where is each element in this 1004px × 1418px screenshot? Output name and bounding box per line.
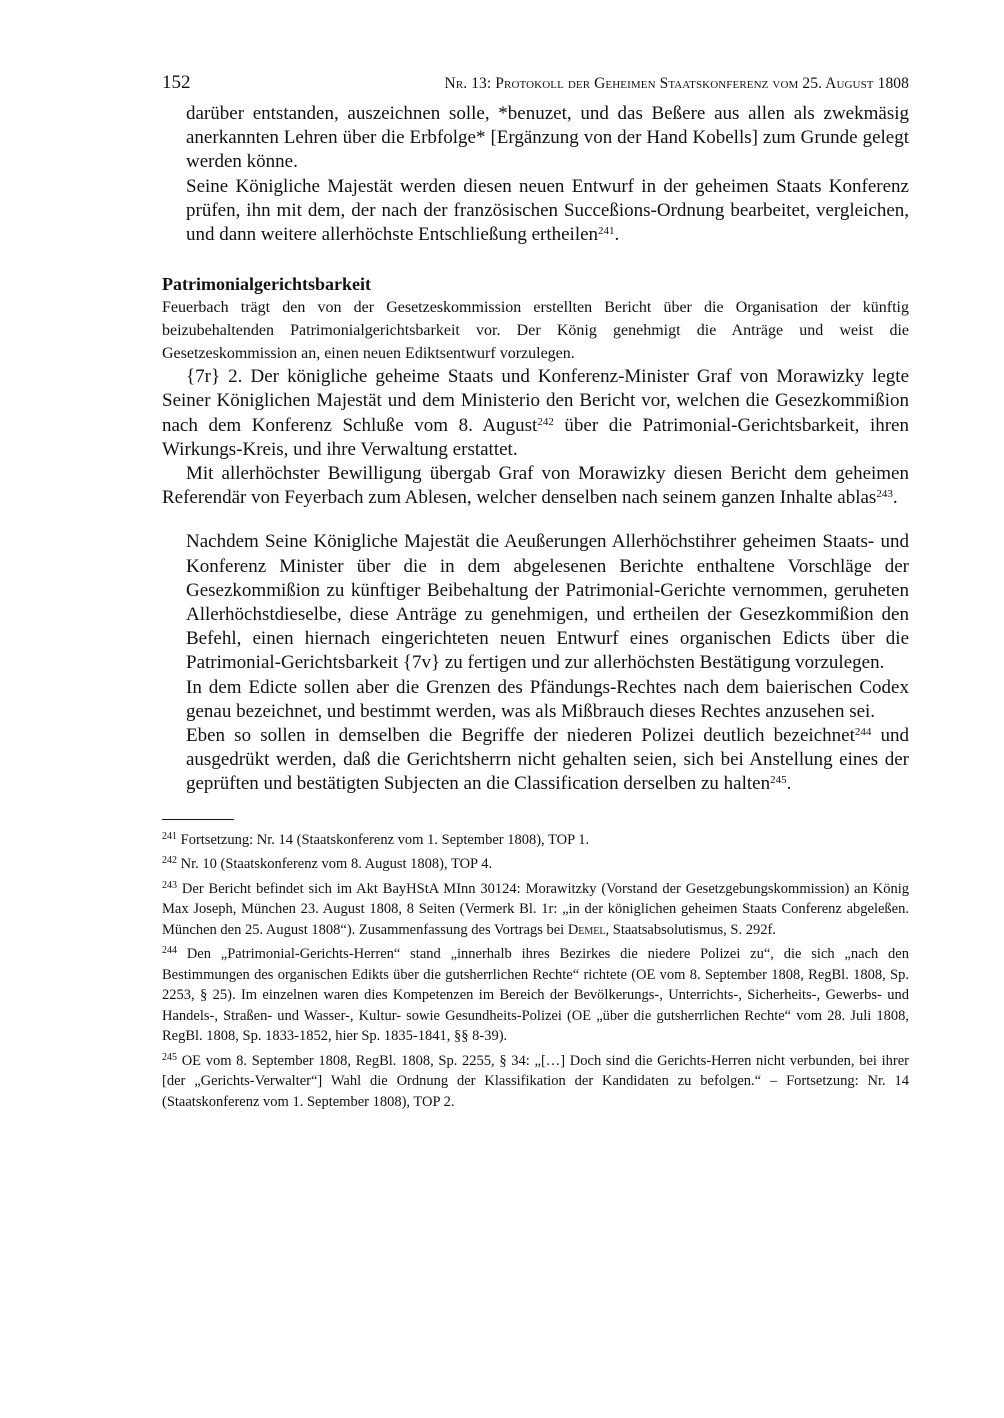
paragraph: In dem Edicte sollen aber die Grenzen des Pfändungs-Rechtes nach dem baierischen Codex genau bezeichnet, und bestimmt werden, was als Mißbrauch dieses Rechtes anzusehen sei.: [186, 676, 909, 722]
paragraph: {7r} 2. Der königliche geheime Staats und Konferenz-Minister Graf von Morawizky legte Seiner Königlichen Majestät und dem Ministerio den Bericht vor, welchen die Gesezkommißion nach dem Konferenz Schluße vom 8. August$^{242}$ über die Patrimonial-Gerichtsbarkeit, ihren Wirkungs-Kreis, und ihre Verwaltung erstattet.: [162, 366, 909, 460]
footnote-ref: 241: [598, 225, 615, 238]
section-heading: Patrimonialgerichtsbarkeit: [162, 274, 371, 295]
resolution-block: [162, 530, 909, 796]
footnote: $^{243}$ Der Bericht befindet sich im Akt BayHStA MInn 30124: Morawitzky (Vorstand der Gesetzgebungskommission) an König Max Joseph, München 23. August 1808, 8 Seiten (Vermerk Bl. 1r: „in der königlichen geheimen Staats Conferenz abgeleßen. München den 25. August 1808“). Zusammenfassung des Vortrags bei Demel, Staatsabsolutismus, S. 292f.: [162, 879, 910, 938]
paragraph: Seine Königliche Majestät werden diesen neuen Entwurf in der geheimen Staats Konferenz prüfen, ihn mit dem, der nach der französischen Succeßions-Ordnung bearbeitet, vergleichen, und dann weitere allerhöchste Entschließung ertheilen$^{241}$.: [186, 175, 909, 246]
footnote: $^{241}$ Fortsetzung: Nr. 14 (Staatskonferenz vom 1. September 1808), TOP 1.: [162, 830, 590, 848]
footnotes: [162, 830, 909, 1113]
page-number: 152: [162, 72, 191, 93]
paragraph: Mit allerhöchster Bewilligung übergab Graf von Morawizky diesen Bericht dem geheimen Referendär von Feyerbach zum Ablesen, welcher denselben nach seinem ganzen Inhalte ablas$^{243}$.: [162, 463, 909, 509]
footnote-ref: 244: [854, 726, 872, 739]
footnote: $^{244}$ Den „Patrimonial-Gerichts-Herren“ stand „innerhalb ihres Bezirkes die niedere Polizei zu“, die sich „nach den Bestimmungen des organischen Edikts über die gutsherrlichen Rechte“ richtete (OE vom 8. September 1808, RegBl. 1808, Sp. 2253, § 25). Im einzelnen waren dies Kompetenzen im Bereich der Bevölkerungs-, Unterrichts-, Sicherheits-, Gewerbs- und Handels-, Straßen- und Wasser-, Kultur- sowie Gesundheits-Polizei (OE „über die gutsherrlichen Rechte“ vom 28. Juli 1808, RegBl. 1808, Sp. 1833-1852, hier Sp. 1835-1841, §§ 8-39).: [162, 945, 909, 1045]
running-head: Nr. 13: Protokoll der Geheimen Staatskonferenz vom 25. August 1808: [444, 75, 909, 92]
footnote: $^{242}$ Nr. 10 (Staatskonferenz vom 8. August 1808), TOP 4.: [162, 855, 493, 873]
footnote-ref: 245: [770, 774, 787, 787]
footnote-ref: 242: [537, 415, 554, 428]
document-page: [162, 72, 909, 1116]
page-header: [162, 72, 909, 102]
footnote-ref: 243: [876, 488, 893, 501]
footnote-separator: [162, 819, 234, 820]
protocol-block-1: [162, 102, 909, 247]
paragraph: darüber entstanden, auszeichnen solle, *benuzet, und das Beßere aus allen als zwekmäsig anerkannten Lehren über die Erbfolge* [Ergänzung von der Hand Kobells] zum Grunde gelegt werden könne.: [186, 103, 909, 173]
author-name: Demel: [567, 921, 606, 938]
paragraph: Nachdem Seine Königliche Majestät die Aeußerungen Allerhöchstihrer geheimen Staats- und Konferenz Minister über die in dem abgelesenen Berichte enthaltene Vorschläge der Gesezkommißion zu künftiger Beibehaltung der Patrimonial-Gerichte vernommen, geruheten Allerhöchstdieselbe, diese Anträge zu genehmigen, und ertheilen der Gesezkommißion den Befehl, einen hiernach eingerichteten neuen Entwurf eines organischen Edicts über die Patrimonial-Gerichtsbarkeit {7v} zu fertigen und zur allerhöchsten Bestätigung vorzulegen.: [186, 531, 909, 674]
footnote: $^{245}$ OE vom 8. September 1808, RegBl. 1808, Sp. 2255, § 34: „[…] Doch sind die Gerichts-Herren nicht verbunden, bei ihrer [der „Gerichts-Verwalter“] Wahl die Ordnung der Klassifikation der Kandidaten zu befolgen.“ – Fortsetzung: Nr. 14 (Staatskonferenz vom 1. September 1808), TOP 2.: [162, 1051, 909, 1110]
section-summary: Feuerbach trägt den von der Gesetzeskommission erstellten Bericht über die Organisation der künftig beizubehaltenden Patrimonialgerichtsbarkeit vor. Der König genehmigt die Anträge und weist die Gesetzeskommission an, einen neuen Ediktsentwurf vorzulegen.: [162, 299, 909, 363]
paragraph: Eben so sollen in demselben die Begriffe der niederen Polizei deutlich bezeichnet$^{244}$ und ausgedrükt werden, daß die Gerichtsherrn nicht gehalten seien, sich bei Anstellung eines der geprüften und bestätigten Subjecten an die Classification derselben zu halten$^{245}$.: [186, 725, 909, 795]
main-text: [162, 102, 909, 797]
